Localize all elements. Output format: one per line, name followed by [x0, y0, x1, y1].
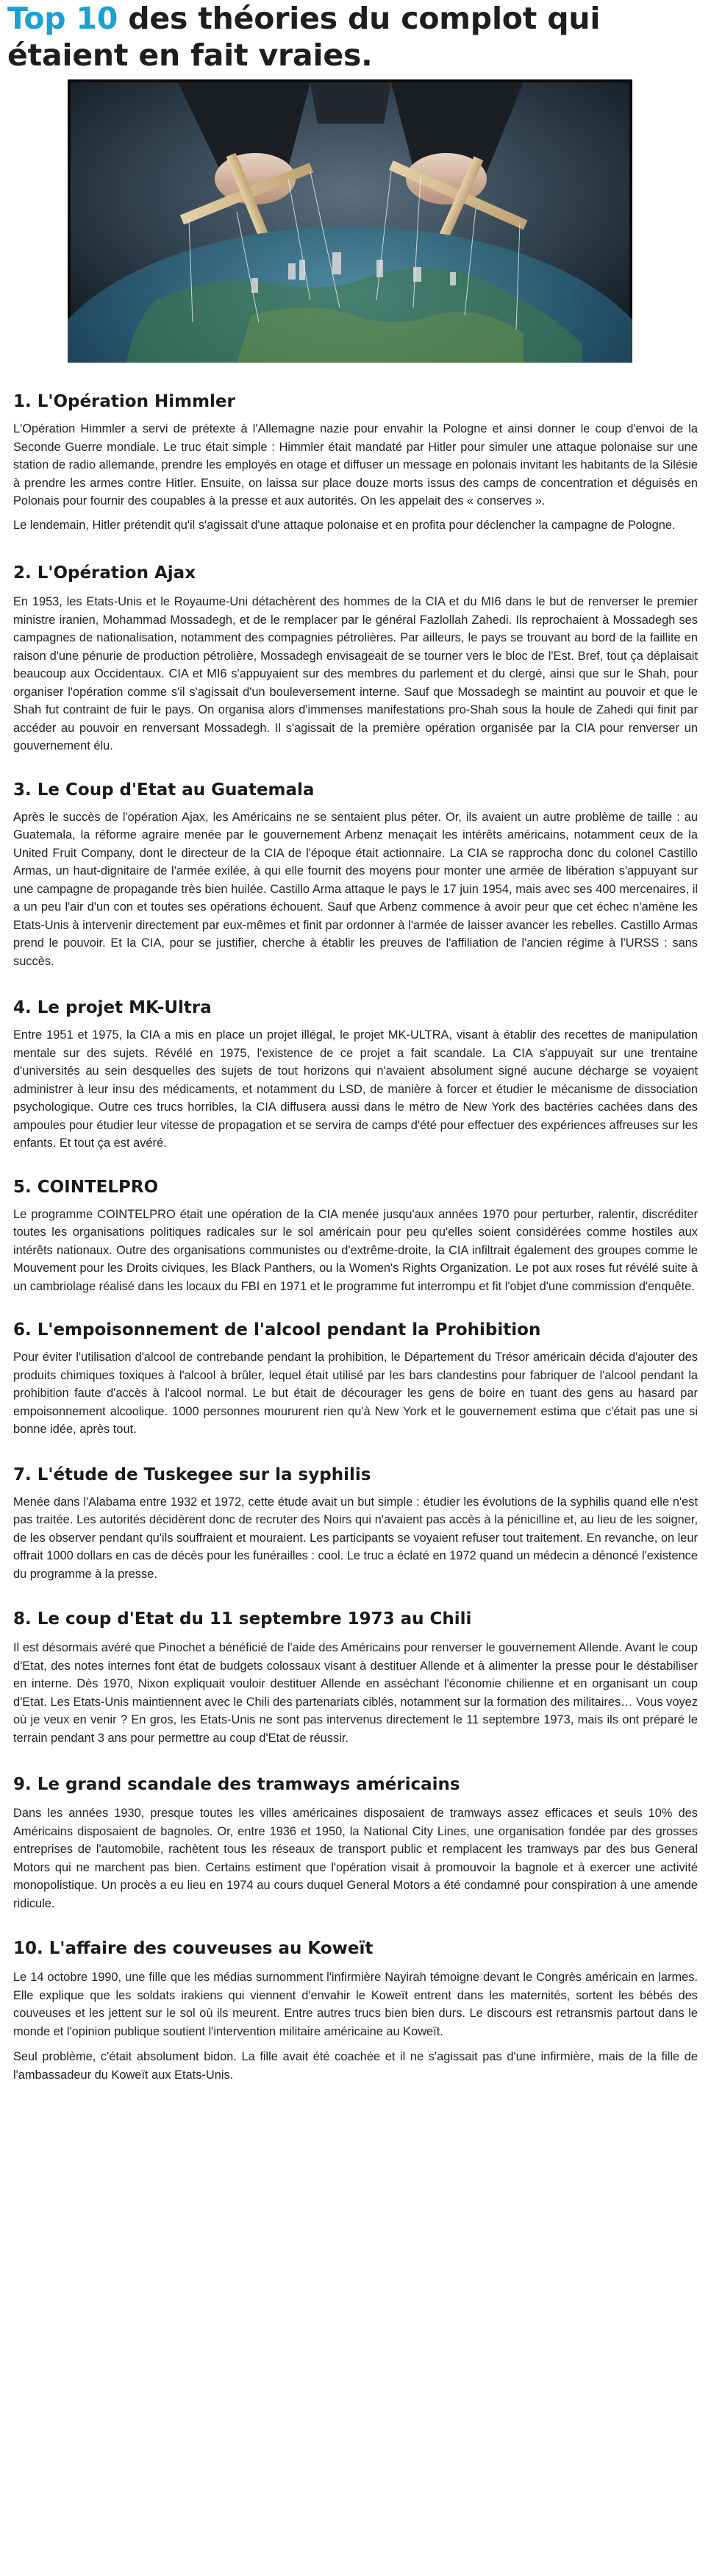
section-operation-himmler — [13, 391, 698, 534]
section-paragraph: Seul problème, c'était absolument bidon. La fille avait été coachée et il ne s'agissait pas d'une infirmière, mais de la fille de l'ambassadeur du Koweït aux Etats-Unis. — [13, 2050, 698, 2082]
section-tuskegee-study — [13, 1464, 698, 1584]
section-heading: 2. L'Opération Ajax — [13, 563, 196, 583]
section-paragraph: Dans les années 1930, presque toutes les villes américaines disposaient de tramways assez efficaces et seuls 10% des Américains disposaient de bagnoles. Or, entre 1936 et 1950, la National City Lines, une organisation fondée par des grosses entreprises de l'automobile, rachètent tous les réseaux de transport public et remplacent les tramways par des bus General Motors qui ne marchent pas bien. Certains estiment que l'opération visait à promouvoir la bagnole et à exercer une activité monopolistique. Un procès a eu lieu en 1974 au cours duquel General Motors a été condamné pour conspiration à une amende ridicule. — [13, 1807, 698, 1910]
section-paragraph: Menée dans l'Alabama entre 1932 et 1972, cette étude avait un but simple : étudier les évolutions de la syphilis quand elle n'est pas traitée. Les autorités décidèrent donc de recruter des Noirs qui n'avaient pas accès à la pénicilline et, au lieu de les soigner, de les observer pendant qu'ils souffraient et mouraient. Les participants se voyaient refuser tout traitement. En revanche, on leur offrait 1000 dollars en cas de décès pour les funérailles : cool. Le truc a éclaté en 1972 quand un médecin a dénoncé l'existence du programme à la presse. — [13, 1495, 698, 1581]
section-paragraph: Entre 1951 et 1975, la CIA a mis en place un projet illégal, le projet MK-ULTRA, visant à établir des recettes de manipulation mentale sur des sujets. Révélé en 1975, l'existence de ce projet a fait scandale. La CIA s'appuyait sur une trentaine d'universités au sein desquelles des sujets de tout horizons qui n'avaient absolument signé aucune décharge se voyaient administrer à leur insu des médicaments, et notamment du LSD, de manière à forcer et étudier le mécanisme de dissociation psychologique. Outre ces trucs horribles, la CIA diffusera aussi dans le métro de New York des bactéries cachées dans des ampoules pour étudier leur vitesse de propagation et se servira de camps d'été pour effectuer des expériences affreuses sur les enfants. Et tout ça est avéré. — [13, 1028, 698, 1150]
title-rest: des théories du complot qui étaient en fait vraies. — [7, 1, 601, 73]
section-streetcar-scandal — [13, 1773, 698, 1913]
section-heading: 6. L'empoisonnement de l'alcool pendant la Prohibition — [13, 1320, 541, 1339]
section-paragraph: L'Opération Himmler a servi de prétexte à l'Allemagne nazie pour envahir la Pologne et ainsi donner le coup d'envoi de la Seconde Guerre mondiale. Le truc était simple : Himmler était mandaté par Hitler pour simuler une attaque polonaise sur une station de radio allemande, prendre les employés en otage et diffuser un message en polonais invitant les habitants de la Silésie à prendre les armes contre Hitler. Ensuite, on laissa sur place douze morts issus des camps de concentration et déguisés en Polonais pour fournir des coupables à la presse et aux autorités. On les appelait des « conserves ». — [13, 422, 698, 508]
section-prohibition-alcohol — [13, 1319, 698, 1439]
section-operation-ajax — [13, 562, 698, 755]
section-heading: 8. Le coup d'Etat du 11 septembre 1973 au Chili — [13, 1609, 472, 1629]
article-sections — [0, 391, 711, 2084]
page-title — [0, 0, 711, 74]
section-heading: 1. L'Opération Himmler — [13, 392, 235, 411]
section-paragraph: Le lendemain, Hitler prétendit qu'il s'agissait d'une attaque polonaise et en profita pour déclencher la campagne de Pologne. — [13, 518, 676, 532]
section-heading: 7. L'étude de Tuskegee sur la syphilis — [13, 1465, 371, 1484]
section-heading: 10. L'affaire des couveuses au Koweït — [13, 1939, 374, 1958]
section-paragraph: Il est désormais avéré que Pinochet a bénéficié de l'aide des Américains pour renverser le gouvernement Allende. Avant le coup d'Etat, des notes internes font état de budgets colossaux visant à destituer Allende et à alimenter la presse pour le déstabiliser en interne. Dès 1970, Nixon expliquait vouloir destituer Allende en asséchant l'économie chilienne et en organisant un coup d'Etat. Les Etats-Unis maintiennent avec le Chili des partenariats ciblés, notamment sur la formation des militaires… Vous voyez où je veux en venir ? En gros, les Etats-Unis ne sont pas intervenus directement le 11 septembre 1973, mais ils ont préparé le terrain pendant 3 ans pour permettre au coup d'Etat de réussir. — [13, 1641, 698, 1745]
section-paragraph: Pour éviter l'utilisation d'alcool de contrebande pendant la prohibition, le Département du Trésor américain décida d'ajouter des produits chimiques toxiques à l'alcool à brûler, lequel était utilisé par les bars clandestins pour fabriquer de l'alcool pendant la prohibition faute d'accès à l'alcool normal. Le but était de décourager les gens de boire en tuant des gens au hasard par empoisonnement alcoolique. 1000 personnes moururent rien qu'à New York et le gouvernement estima que c'était pas une si bonne idée, après tout. — [13, 1351, 698, 1436]
section-kuwait-incubators — [13, 1938, 698, 2084]
section-heading: 5. COINTELPRO — [13, 1177, 159, 1197]
section-paragraph: Le 14 octobre 1990, une fille que les médias surnomment l'infirmière Nayirah témoigne devant le Congrès américain en larmes. Elle explique que les soldats irakiens qui viennent d'envahir le Koweït entrent dans les maternités, sortent les bébés des couveuses et les jettent sur le sol où ils meurent. Entre autres trucs bien bien durs. Le discours est retransmis partout dans le monde et l'opinion publique soutient l'intervention militaire américaine au Koweït. — [13, 1971, 698, 2038]
title-accent: Top 10 — [7, 1, 118, 36]
section-mk-ultra — [13, 997, 698, 1153]
hero-image — [68, 79, 632, 363]
section-paragraph: En 1953, les Etats-Unis et le Royaume-Uni détachèrent des hommes de la CIA et du MI6 dans le but de renverser le premier ministre iranien, Mohammad Mossadegh, et de le remplacer par le général Fazlollah Zahedi. Ils reprochaient à Mossadegh ses campagnes de nationalisation, notamment des compagnies pétrolières. Par ailleurs, le pays se trouvant au bord de la faillite en raison d'une pénurie de production pétrolière, Mossadegh envisageait de se tourner vers le bloc de l'Est. Bref, tout ça déplaisait beaucoup aux Occidentaux. CIA et MI6 s'appuyaient sur des membres du parlement et du clergé, ainsi que sur le Shah, pour organiser l'opération comme s'il s'agissait d'un bouleversement interne. Sauf que Mossadegh se maintint au pouvoir et que le Shah fut contraint de fuir le pays. On organisa alors d'immenses manifestations pro-Shah sous la houle de Zahedi qui finit par accéder au pouvoir en renversant Mossadegh. Il s'agissait de la première opération organisée par la CIA pour renverser un gouvernement élu. — [13, 595, 698, 752]
section-heading: 4. Le projet MK-Ultra — [13, 998, 212, 1017]
section-guatemala-coup — [13, 779, 698, 971]
section-cointelpro — [13, 1176, 698, 1296]
section-paragraph: Après le succès de l'opération Ajax, les Américains ne se sentaient plus péter. Or, ils avaient un autre problème de taille : au Guatemala, la réforme agraire menée par le gouvernement Arbenz menaçait les intérêts américains, notamment ceux de la United Fruit Company, dont le directeur de la CIA de l'époque était actionnaire. La CIA se rapprocha donc du colonel Castillo Armas, un haut-dignitaire de l'armée exilée, à qui elle fournit des moyens pour monter une armée de libération s'appuyant sur une campagne de propagande très bien huilée. Castillo Arma attaque le pays le 17 juin 1954, mais avec ses 400 mercenaires, il a un peu l'air d'un con et toutes ses opérations échouent. Sauf que Arbenz commence à avoir peur que cet échec n'amène les Etats-Unis à intervenir directement par eux-mêmes et finit par ordonner à l'armée de laisser avancer les rebelles. Castillo Armas prend le pouvoir. Et la CIA, pour se justifier, cherche à établir les preuves de l'affiliation de l'ancien régime à l'URSS : sans succès. — [13, 810, 698, 968]
section-heading: 9. Le grand scandale des tramways américains — [13, 1775, 460, 1794]
section-chile-coup — [13, 1608, 698, 1747]
section-paragraph: Le programme COINTELPRO était une opération de la CIA menée jusqu'aux années 1970 pour perturber, ralentir, discréditer toutes les organisations politiques radicales sur le sol américain pour peu qu'elles soient considérées comme hostiles aux intérêts nationaux. Outre des organisations communistes ou d'extrême-droite, la CIA infiltrait également des groupes comme le Mouvement pour les Droits civiques, les Black Panthers, ou la Women's Rights Organization. Le pot aux roses fut révélé suite à un cambriolage réalisé dans les locaux du FBI en 1971 et le programme fut interrompu et fit l'objet d'une commission d'enquête. — [13, 1207, 698, 1293]
section-heading: 3. Le Coup d'Etat au Guatemala — [13, 780, 315, 800]
